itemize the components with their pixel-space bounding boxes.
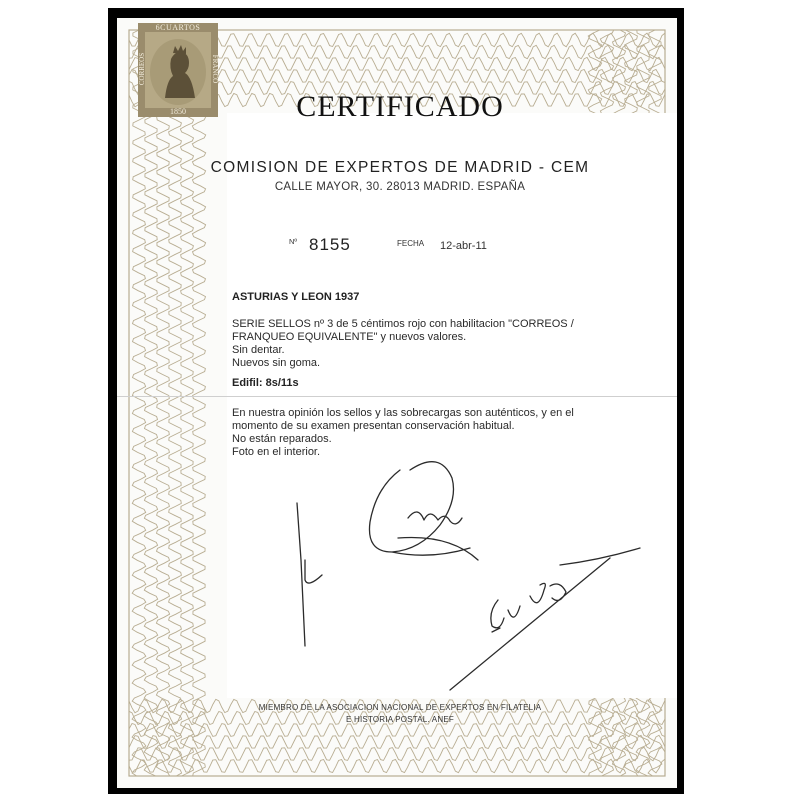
stamp-issue-heading: ASTURIAS Y LEON 1937 — [232, 291, 360, 303]
description-line: Sin dentar. — [232, 344, 285, 356]
certificate-title: CERTIFICADO — [296, 90, 504, 123]
description-line: Nuevos sin goma. — [232, 357, 321, 369]
stamp-bottom-text: 1850 — [170, 107, 186, 116]
guilloche-line — [129, 759, 665, 773]
opinion-line: No están reparados. — [232, 433, 332, 445]
opinion-line: Foto en el interior. — [232, 446, 321, 458]
description-line: FRANQUEO EQUIVALENTE" y nuevos valores. — [232, 331, 467, 343]
organization-address: CALLE MAYOR, 30. 28013 MADRID. ESPAÑA — [274, 181, 526, 193]
number-label: Nº — [289, 237, 298, 246]
guilloche-line — [129, 735, 665, 748]
guilloche-line — [129, 723, 665, 736]
description-line: SERIE SELLOS nº 3 de 5 céntimos rojo con habilitacion "CORREOS / — [232, 318, 574, 330]
stamp-left-text: CORREOS — [138, 52, 146, 86]
guilloche-line — [180, 30, 193, 776]
date-label: FECHA — [397, 239, 425, 248]
fold-line — [117, 396, 677, 397]
guilloche-line — [168, 30, 181, 776]
guilloche-line — [144, 30, 158, 776]
opinion-line: momento de su examen presentan conservación habitual. — [232, 420, 515, 432]
stamp-right-text: FRANCO — [211, 54, 219, 84]
certificate-paper — [117, 18, 677, 788]
guilloche-line — [192, 30, 206, 776]
footer-line: MIEMBRO DE LA ASOCIACION NACIONAL DE EXPERTOS EN FILATELIA — [258, 703, 542, 712]
stamp-top-text: 6CUARTOS — [155, 23, 201, 32]
footer-line: E HISTORIA POSTAL. ANEF — [346, 715, 454, 724]
edifil-catalog-number: Edifil: 8s/11s — [232, 377, 299, 389]
certificate-date: 12-abr-11 — [440, 240, 487, 252]
certificate-number: 8155 — [309, 235, 351, 254]
opinion-line: En nuestra opinión los sellos y las sobrecargas son auténticos, y en el — [232, 407, 574, 419]
guilloche-line — [129, 747, 665, 761]
guilloche-line — [132, 30, 146, 776]
guilloche-line — [156, 30, 169, 776]
organization-name: COMISION DE EXPERTOS DE MADRID - CEM — [210, 159, 590, 176]
certificate-body-area — [227, 113, 677, 698]
